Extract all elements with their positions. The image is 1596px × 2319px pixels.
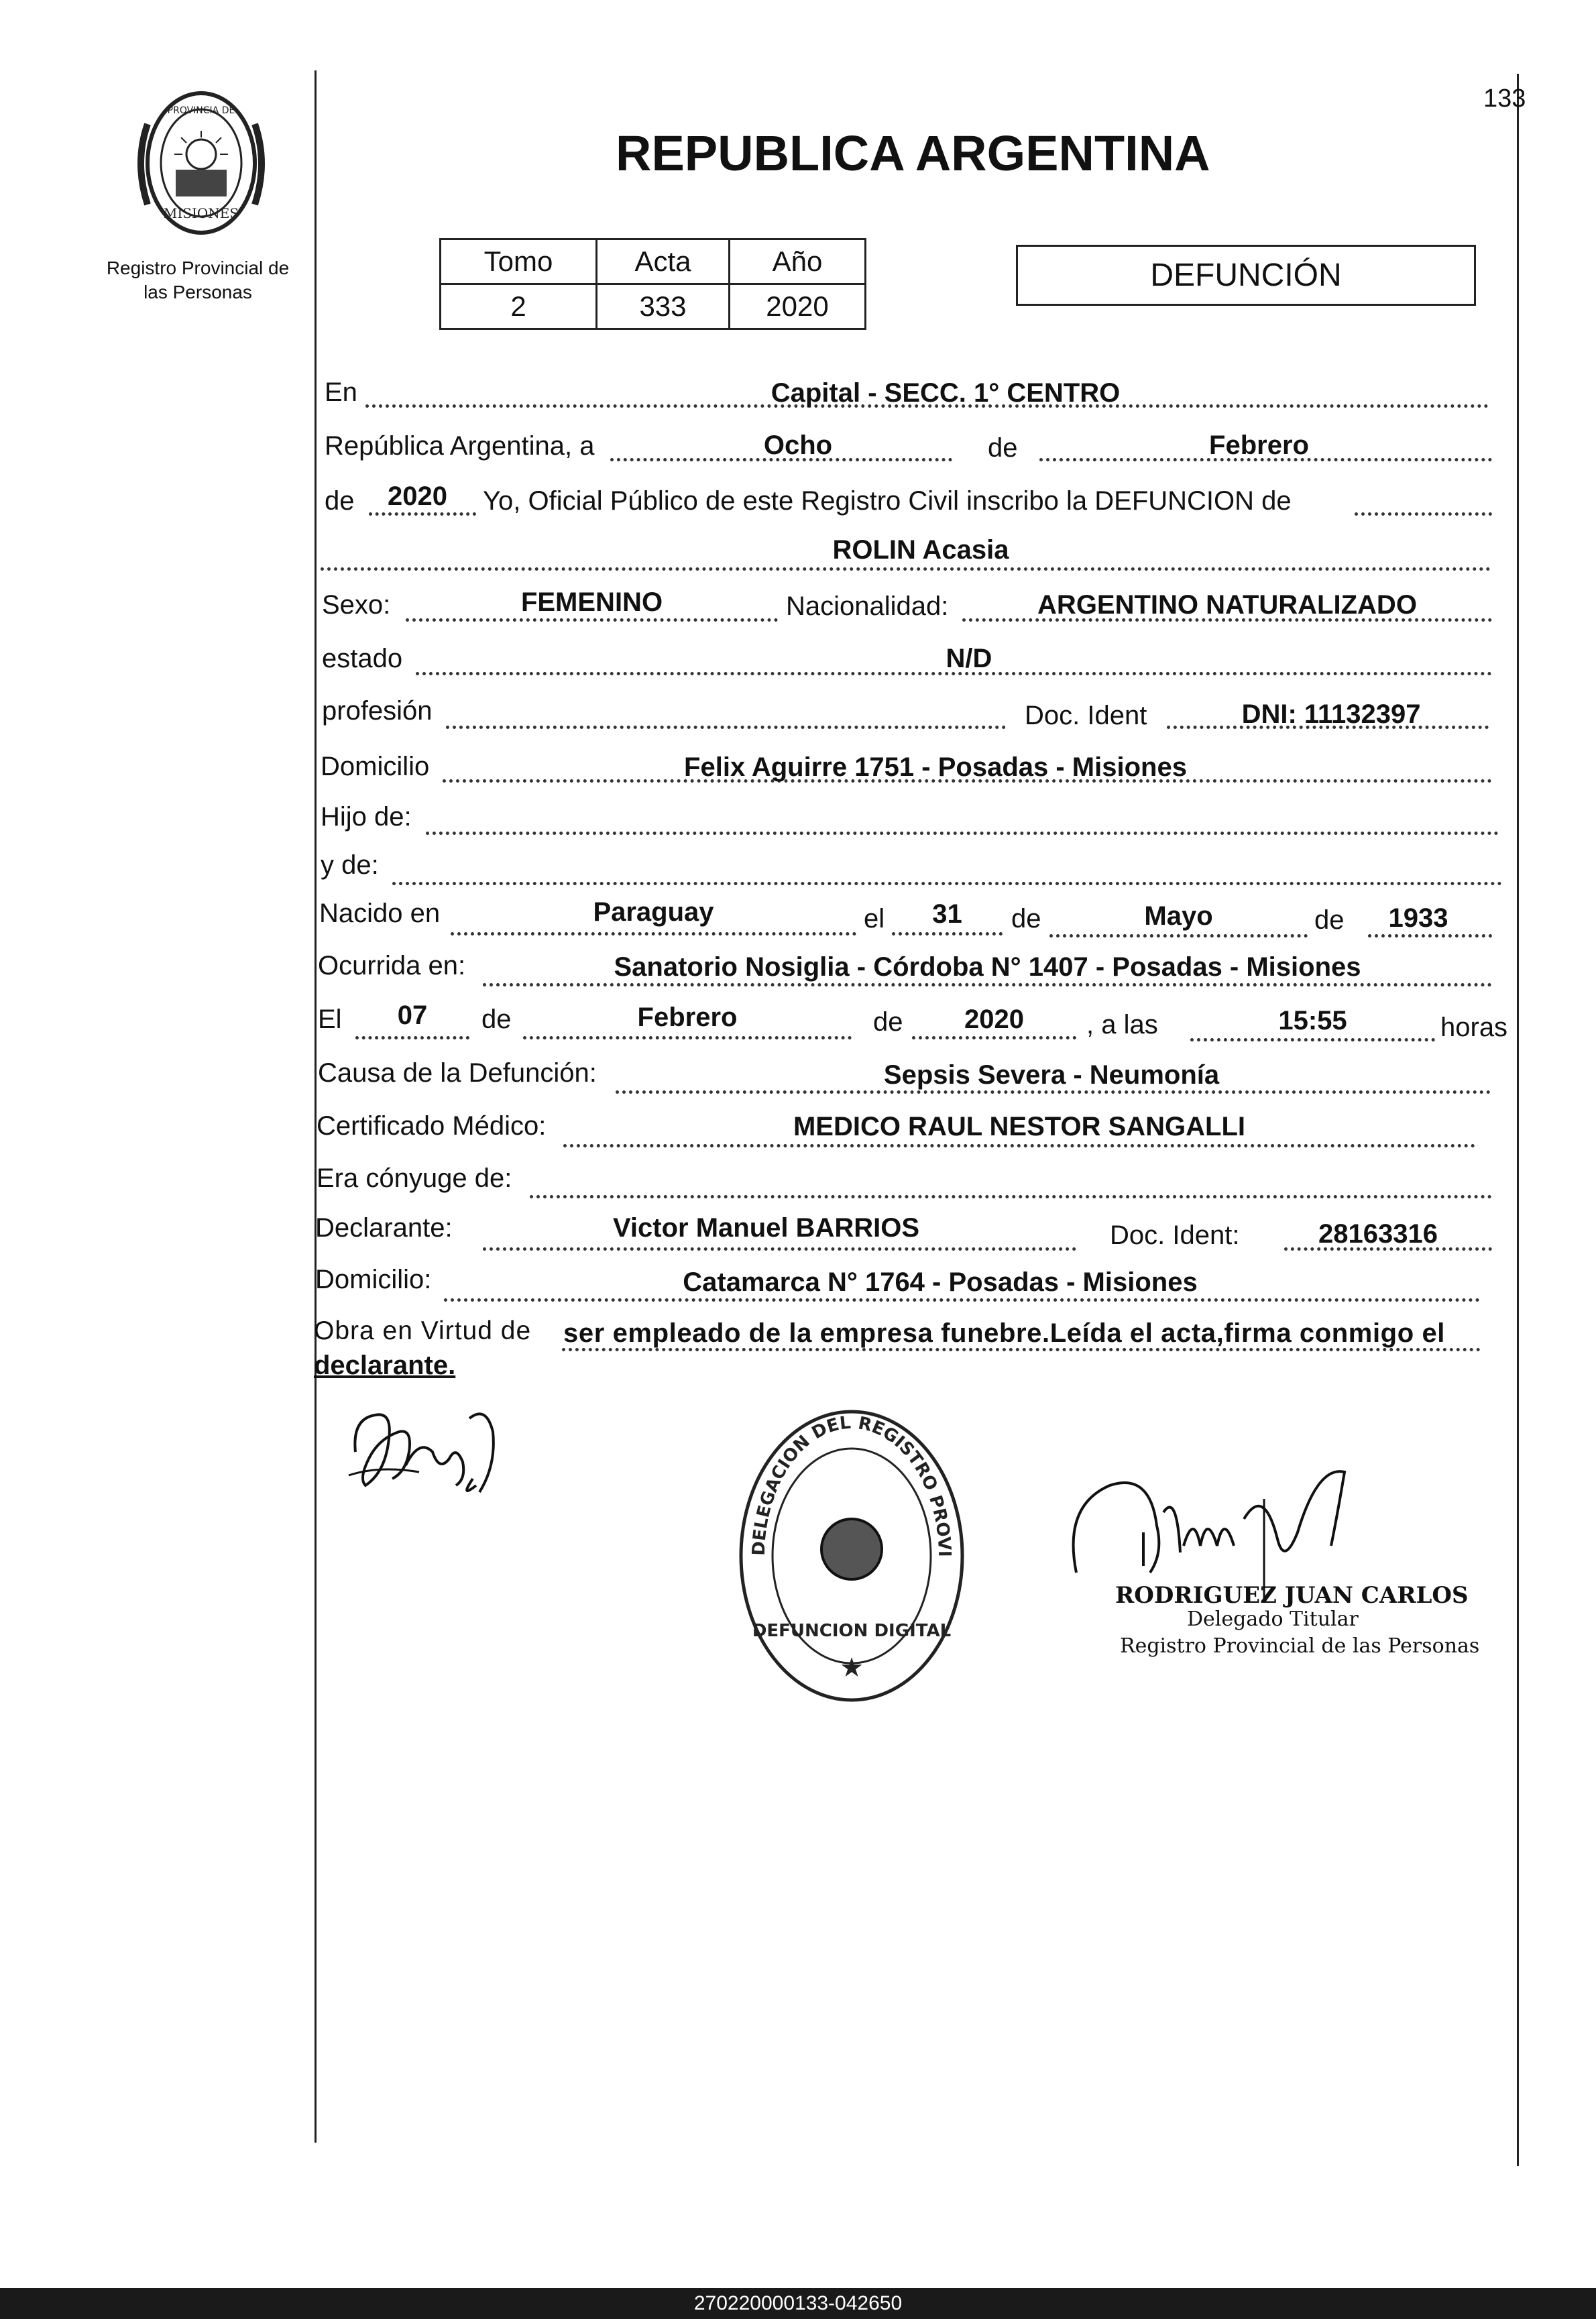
official-role: Delegado Titular — [1187, 1607, 1359, 1631]
value-nacionalidad: ARGENTINO NATURALIZADO — [1037, 590, 1417, 620]
label-yo: Yo, Oficial Público de este Registro Civil inscribo la DEFUNCION de — [483, 486, 1292, 516]
dots-line — [892, 932, 1003, 936]
label-nacionalidad: Nacionalidad: — [786, 591, 949, 621]
value-lugar: Capital - SECC. 1° CENTRO — [771, 378, 1121, 408]
label-sexo: Sexo: — [322, 590, 391, 620]
value-dni: DNI: 11132397 — [1241, 699, 1421, 729]
record-type-box — [1016, 245, 1476, 306]
issuer-line-2: las Personas — [144, 282, 252, 302]
ref-value-tomo: 2 — [441, 284, 597, 329]
label-certificado: Certificado Médico: — [317, 1111, 547, 1141]
dots-line — [1355, 512, 1492, 516]
value-certificado: MEDICO RAUL NESTOR SANGALLI — [793, 1112, 1246, 1141]
page-title: REPUBLICA ARGENTINA — [616, 125, 1210, 181]
value-declarante-domicilio: Catamarca N° 1764 - Posadas - Misiones — [683, 1267, 1198, 1297]
dots-line — [616, 1090, 1491, 1094]
dots-line — [392, 882, 1502, 885]
label-el: el — [864, 904, 885, 934]
label-profesion: profesión — [322, 696, 433, 726]
record-type: DEFUNCIÓN — [1150, 258, 1342, 293]
label-ocurrida-en: Ocurrida en: — [318, 951, 466, 980]
label-domicilio: Domicilio — [321, 752, 430, 781]
dots-line — [355, 1036, 469, 1039]
dots-line — [483, 1247, 1076, 1251]
label-conyuge: Era cónyuge de: — [317, 1164, 512, 1193]
left-margin-line — [315, 70, 317, 2143]
province-emblem — [127, 84, 275, 241]
label-republica: República Argentina, a — [325, 431, 595, 461]
dots-line — [444, 1298, 1480, 1302]
dots-line — [321, 567, 1491, 571]
value-dia-texto: Ocho — [763, 431, 833, 460]
reference-table — [439, 238, 866, 330]
value-nacido-en: Paraguay — [593, 897, 714, 927]
value-nombre: ROLIN Acasia — [832, 535, 1009, 565]
label-a-las: , a las — [1086, 1010, 1158, 1039]
svg-text:★: ★ — [840, 1653, 864, 1683]
label-de-5: de — [481, 1005, 512, 1034]
ref-value-anio: 2020 — [730, 284, 866, 329]
label-obra: Obra en Virtud de — [314, 1316, 532, 1345]
dots-line — [446, 726, 1006, 729]
dots-line — [1190, 1038, 1435, 1041]
label-doc-ident-2: Doc. Ident: — [1110, 1221, 1240, 1250]
label-doc-ident: Doc. Ident — [1025, 701, 1147, 730]
ref-header-acta: Acta — [597, 239, 730, 284]
value-nac-anio: 1933 — [1388, 903, 1448, 933]
value-def-mes: Febrero — [637, 1003, 738, 1032]
value-anio: 2020 — [388, 482, 447, 511]
dots-line — [369, 512, 476, 516]
dots-line — [1368, 934, 1492, 938]
label-de-2: de — [325, 486, 355, 516]
value-nac-mes: Mayo — [1144, 901, 1213, 931]
value-declarante-doc: 28163316 — [1318, 1219, 1438, 1249]
issuer-line-1: Registro Provincial de — [106, 258, 290, 278]
dots-line — [562, 1348, 1481, 1351]
dots-line — [451, 932, 856, 936]
value-mes: Febrero — [1209, 431, 1309, 460]
value-causa: Sepsis Severa - Neumonía — [883, 1060, 1220, 1090]
label-de-3: de — [1011, 904, 1041, 934]
label-declarante: Declarante: — [315, 1213, 453, 1243]
official-name: RODRIGUEZ JUAN CARLOS — [1115, 1582, 1469, 1609]
declarant-signature — [339, 1392, 506, 1509]
official-office: Registro Provincial de las Personas — [1120, 1634, 1480, 1658]
official-signature — [1063, 1452, 1438, 1603]
label-nacido-en: Nacido en — [319, 899, 441, 928]
dots-line — [483, 983, 1492, 986]
svg-text:DELEGACION DEL REGISTRO PROVIN: DELEGACION DEL REGISTRO PROVI — [748, 1412, 955, 1557]
value-def-dia: 07 — [397, 1001, 428, 1030]
value-estado: N/D — [946, 644, 992, 673]
value-obra-line-2: declarante. — [314, 1351, 456, 1380]
ref-header-tomo: Tomo — [441, 239, 597, 284]
label-de-4: de — [1314, 905, 1345, 935]
value-sexo: FEMENINO — [520, 587, 663, 617]
value-obra-line-1: ser empleado de la empresa funebre.Leída el acta,firma conmigo el — [563, 1318, 1446, 1348]
label-hijo-de: Hijo de: — [321, 802, 412, 832]
svg-text:MISIONES: MISIONES — [163, 205, 239, 221]
label-y-de: y de: — [321, 850, 379, 880]
official-stamp — [731, 1402, 972, 1713]
label-domicilio-2: Domicilio: — [315, 1265, 432, 1294]
value-def-anio: 2020 — [964, 1005, 1024, 1034]
value-hora: 15:55 — [1278, 1006, 1347, 1035]
label-causa: Causa de la Defunción: — [318, 1058, 597, 1088]
dots-line — [1049, 934, 1308, 938]
value-domicilio: Felix Aguirre 1751 - Posadas - Misiones — [684, 752, 1187, 782]
label-de-6: de — [873, 1007, 903, 1037]
dots-line — [523, 1036, 852, 1039]
label-en: En — [325, 378, 357, 407]
value-ocurrida-en: Sanatorio Nosiglia - Córdoba N° 1407 - Posadas - Misiones — [614, 952, 1361, 982]
label-el-cap: El — [318, 1005, 342, 1034]
ref-value-acta: 333 — [597, 284, 730, 329]
footer-bar — [0, 2288, 1596, 2319]
value-declarante: Victor Manuel BARRIOS — [612, 1213, 920, 1243]
dots-line — [426, 832, 1499, 835]
svg-text:PROVINCIA DE: PROVINCIA DE — [167, 105, 235, 116]
label-estado: estado — [322, 644, 403, 673]
value-nac-dia: 31 — [932, 899, 962, 929]
dots-line — [530, 1195, 1492, 1198]
dots-line — [912, 1036, 1076, 1039]
page-number: 133 — [1483, 84, 1526, 113]
footer-code: 270220000133-042650 — [693, 2292, 903, 2314]
dots-line — [406, 618, 778, 622]
label-horas: horas — [1440, 1013, 1508, 1042]
label-de-1: de — [988, 433, 1018, 463]
ref-header-anio: Año — [730, 239, 866, 284]
dots-line — [563, 1144, 1475, 1147]
svg-text:DEFUNCION DIGITAL: DEFUNCION DIGITAL — [752, 1621, 952, 1641]
